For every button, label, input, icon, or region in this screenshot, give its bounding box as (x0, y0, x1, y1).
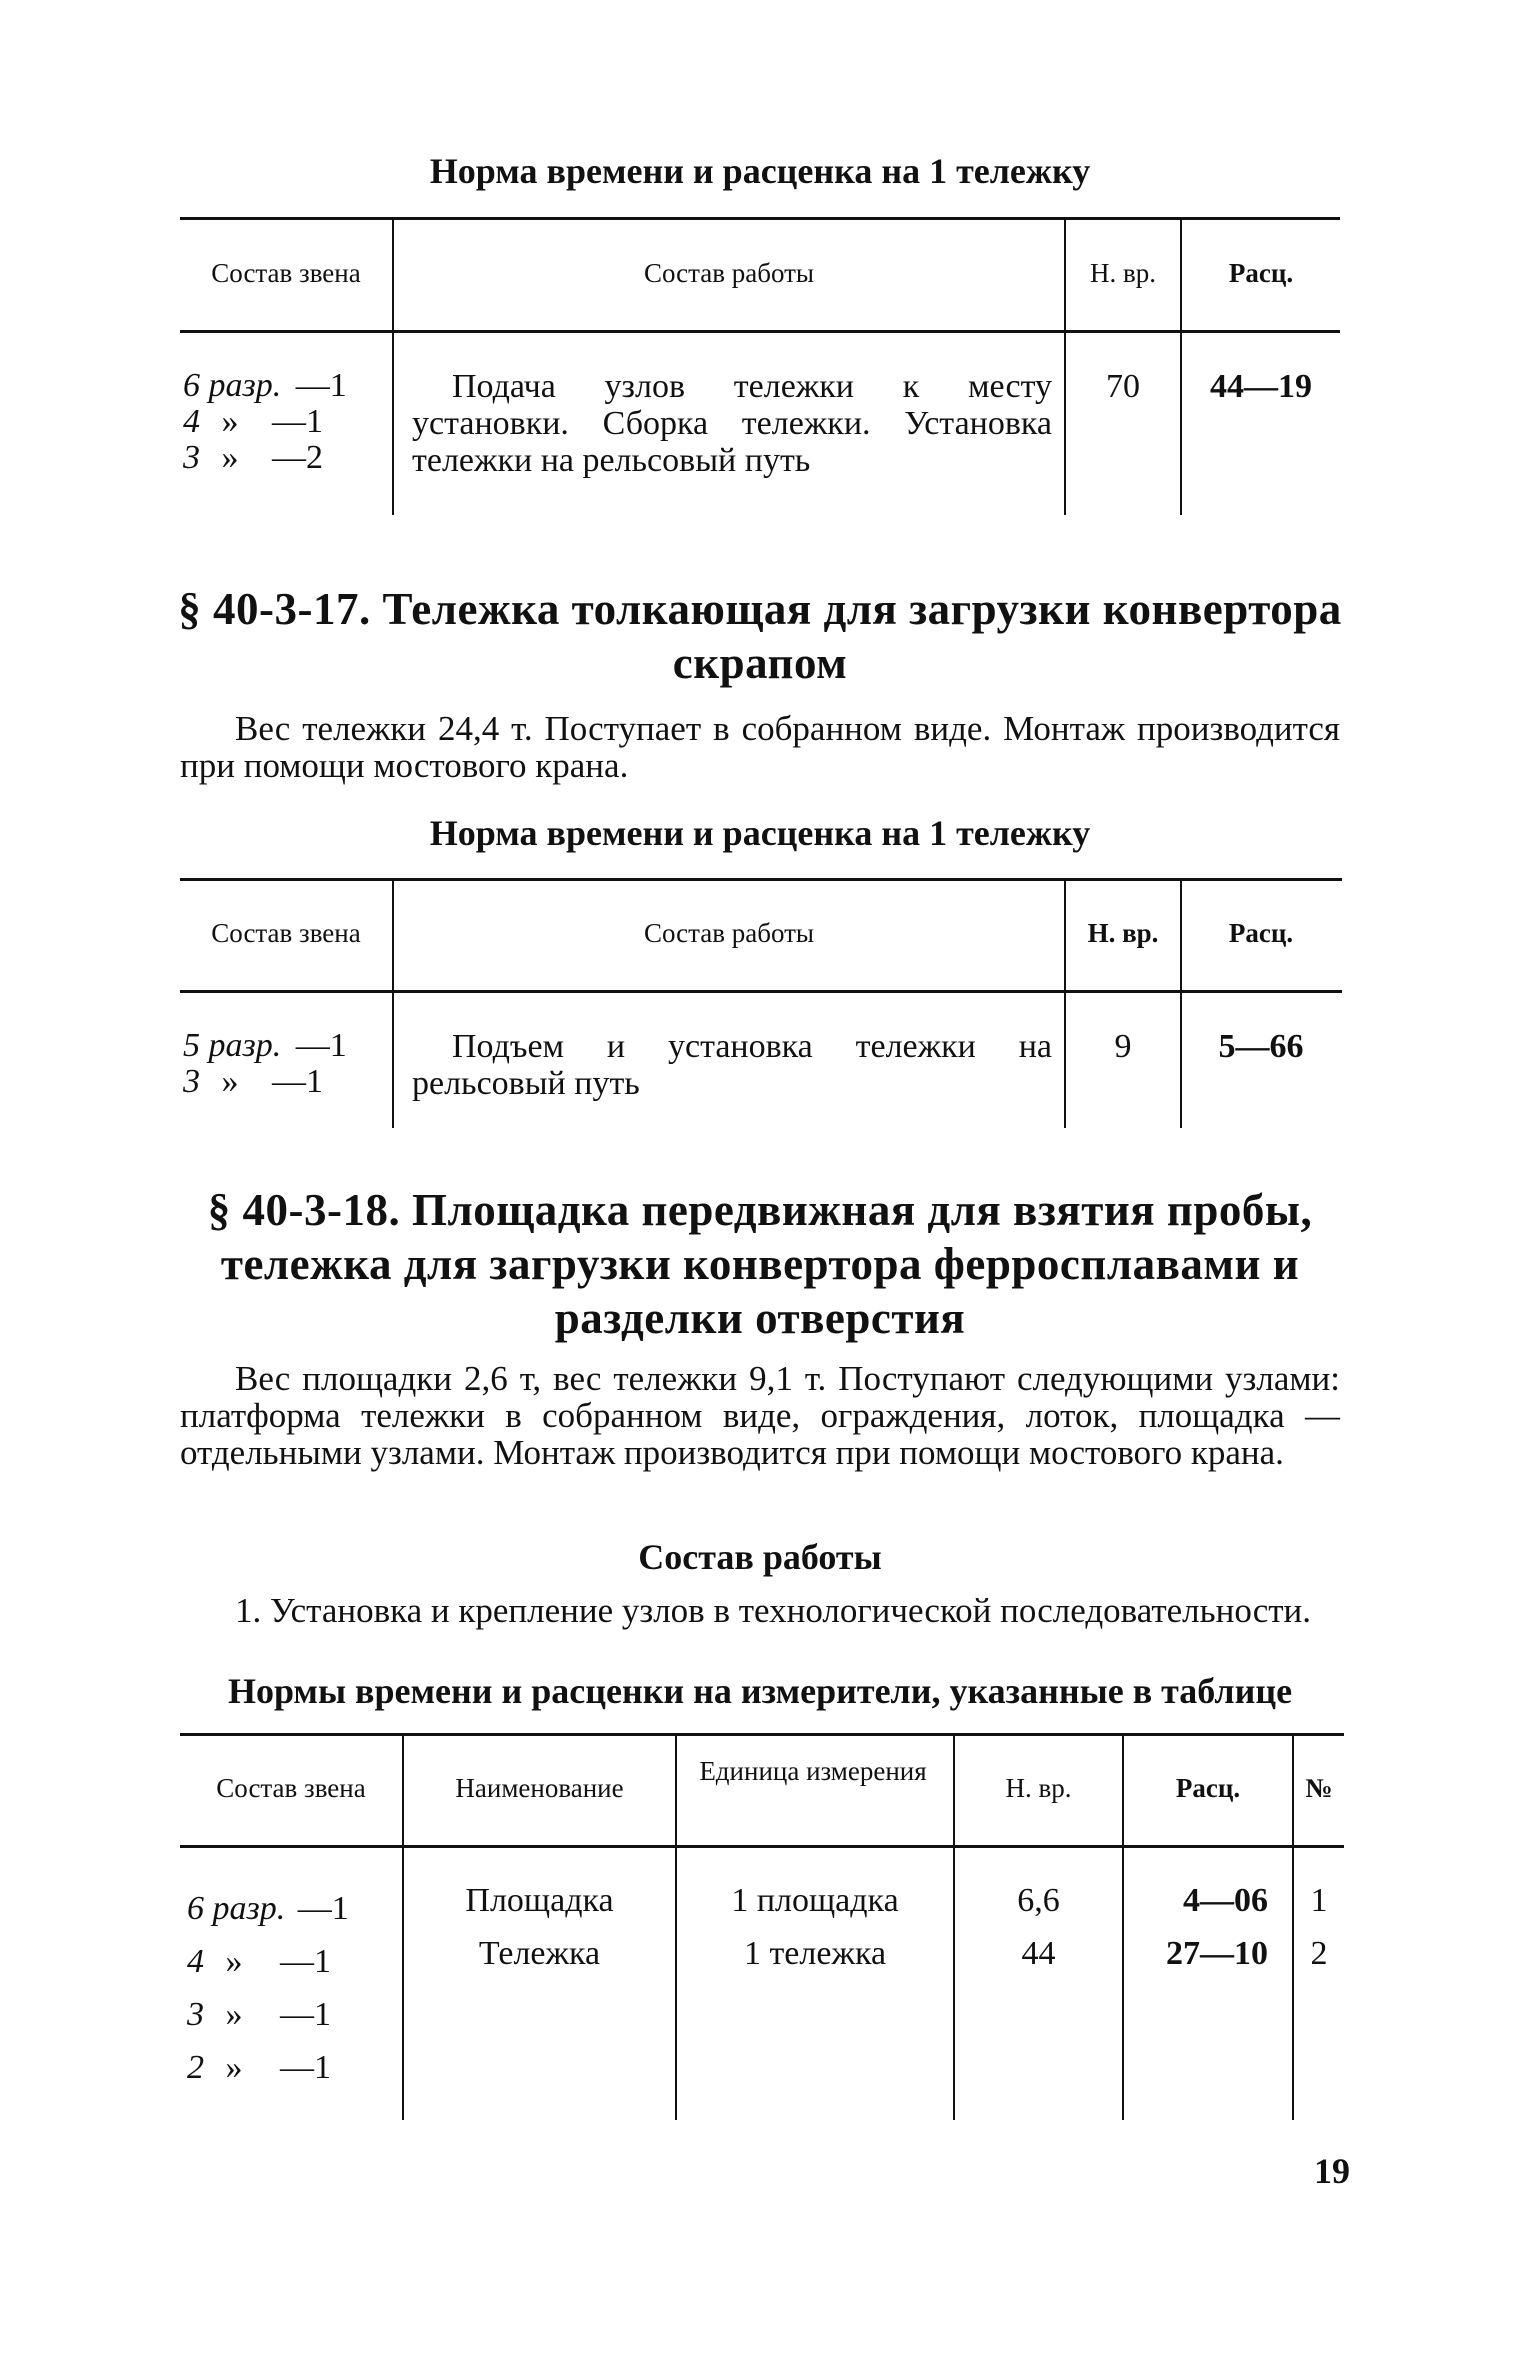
table2-header-work: Состав работы (643, 918, 815, 948)
table1-work-text: Подача узлов тележки к месту установки. Сборка тележки. Установка тележки на рельсовый путь (412, 368, 1052, 479)
table2-header-hours: Н. вр. (1087, 918, 1159, 948)
table3-row-1-rate: 4—06 (1183, 1882, 1268, 1919)
crew-row: 2 » —1 (187, 2049, 331, 2086)
table2-hours: 9 (1114, 1028, 1132, 1065)
section17-text: Вес тележки 24,4 т. Поступает в собранном виде. Монтаж производится при помощи мостового крана. (180, 709, 1340, 785)
table1-header-crew: Состав звена (211, 258, 361, 288)
table3-header-crew: Состав звена (216, 1773, 366, 1803)
table3-row-2-no: 2 (1310, 1935, 1328, 1972)
table2-work-text: Подъем и установка тележки на рельсовый путь (412, 1028, 1052, 1102)
table3-header-unit: Единица измерения (699, 1756, 927, 1786)
page-number: 19 (1314, 2151, 1350, 2191)
work-item: 1. Установка и крепление узлов в технологической последовательности. (235, 1591, 1312, 1630)
table2-header-crew: Состав звена (211, 918, 361, 948)
table3-row-2-rate: 27—10 (1166, 1935, 1268, 1972)
table1-header-work: Состав работы (643, 258, 815, 288)
section17-title: § 40-3-17. Тележка толкающая для загрузки конвертора скрапом (178, 584, 1342, 688)
table3-header-hours: Н. вр. (1005, 1773, 1072, 1803)
table3-header-rate: Расц. (1175, 1773, 1241, 1803)
table2-top-rule (180, 878, 1342, 881)
table3-header-no: № (1305, 1773, 1333, 1803)
table3-row-2-hours: 44 (1021, 1935, 1056, 1972)
table2-header-rule (180, 990, 1342, 993)
crew-row: 4 » —1 (183, 403, 323, 440)
table3-row-1-unit: 1 площадка (731, 1882, 899, 1919)
table3-row-1-hours: 6,6 (1017, 1882, 1060, 1919)
table2-caption: Норма времени и расценка на 1 тележку (429, 813, 1091, 853)
crew-row: 6 разр. —1 (183, 367, 347, 404)
crew-row: 3 » —2 (183, 439, 323, 476)
table3-row-2-name: Тележка (478, 1935, 601, 1972)
table3-crew (187, 1882, 349, 2094)
table3-top-rule (180, 1733, 1344, 1736)
section18-text: Вес площадки 2,6 т, вес тележки 9,1 т. Поступают следующими узлами: платформа тележки в собранном виде, ограждения, лоток, площадка — отдельными узлами. Монтаж производится при помощи мостового крана. (180, 1359, 1340, 1472)
table1-caption: Норма времени и расценка на 1 тележку (429, 151, 1091, 191)
crew-row: 3 » —1 (183, 1063, 323, 1100)
crew-row: 3 » —1 (187, 1996, 331, 2033)
table2-header-rate: Расц. (1228, 918, 1294, 948)
table1-top-rule (180, 217, 1340, 220)
crew-row: 6 разр. —1 (187, 1890, 349, 1927)
table3-row-1-name: Площадка (465, 1882, 614, 1919)
table2-crew (183, 1028, 347, 1100)
crew-row: 4 » —1 (187, 1943, 331, 1980)
table1-hours: 70 (1106, 368, 1140, 405)
table3-header-rule (180, 1845, 1344, 1848)
table1-header-rule (180, 330, 1340, 333)
table1-header-rate: Расц. (1228, 258, 1294, 288)
norms-caption: Нормы времени и расценки на измерители, указанные в таблице (227, 1671, 1293, 1711)
table2-rate: 5—66 (1218, 1028, 1304, 1065)
table1-rate: 44—19 (1210, 368, 1312, 405)
table3-header-name: Наименование (455, 1773, 624, 1803)
table1-crew (183, 368, 347, 476)
section18-title: § 40-3-18. Площадка передвижная для взятия пробы, тележка для загрузки конвертора ферросплавами и разделки отверстия (207, 1185, 1313, 1343)
work-heading: Состав работы (638, 1537, 882, 1577)
table1-header-hours: Н. вр. (1090, 258, 1156, 288)
crew-row: 5 разр. —1 (183, 1027, 347, 1064)
table3-row-2-unit: 1 тележка (743, 1935, 887, 1972)
table3-row-1-no: 1 (1310, 1882, 1328, 1919)
table3-col-divider (675, 1735, 677, 2120)
